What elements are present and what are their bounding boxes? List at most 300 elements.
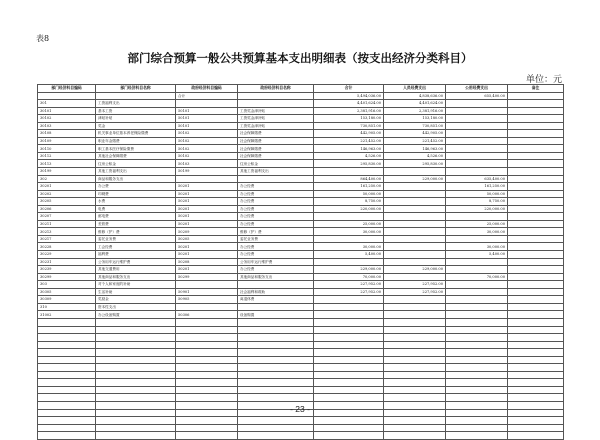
- cell-dept-name: 其他社会保障缴费: [96, 152, 176, 160]
- cell-dept-code: [38, 92, 96, 100]
- cell-dept-code: [38, 379, 96, 387]
- header-gov-code: 政府经济科目编码: [176, 85, 238, 93]
- cell-note: [508, 349, 564, 357]
- cell-gov-name: 办公经费: [238, 198, 314, 206]
- cell-dept-name: 基本工资: [96, 107, 176, 115]
- cell-dept-code: [38, 386, 96, 394]
- cell-public: [446, 311, 508, 319]
- cell-gov-code: 50209: [176, 228, 238, 236]
- cell-dept-name: 水费: [96, 198, 176, 206]
- table-row: [38, 152, 564, 160]
- cell-dept-code: 30199: [38, 168, 96, 176]
- cell-total: [314, 424, 384, 432]
- cell-dept-code: 30110: [38, 145, 96, 153]
- header-dept-name: 部门经济科目名称: [96, 85, 176, 93]
- cell-personnel: 2,381,916.00: [384, 107, 446, 115]
- cell-note: [508, 198, 564, 206]
- cell-note: [508, 190, 564, 198]
- cell-gov-code: 50201: [176, 243, 238, 251]
- cell-gov-name: 办公经费: [238, 213, 314, 221]
- header-gov-name: 政府经济科目名称: [238, 85, 314, 93]
- cell-public: 70,000.00: [446, 273, 508, 281]
- cell-public: 25,000.00: [446, 220, 508, 228]
- cell-note: [508, 168, 564, 176]
- cell-public: [446, 356, 508, 364]
- cell-gov-code: 50102: [176, 145, 238, 153]
- table-row: [38, 213, 564, 221]
- cell-note: [508, 130, 564, 138]
- cell-dept-code: 30309: [38, 296, 96, 304]
- cell-personnel: [384, 334, 446, 342]
- cell-gov-code: 50205: [176, 235, 238, 243]
- cell-dept-code: 30205: [38, 198, 96, 206]
- cell-public: 30,000.00: [446, 228, 508, 236]
- cell-note: [508, 326, 564, 334]
- cell-gov-name: [238, 341, 314, 349]
- cell-public: [446, 303, 508, 311]
- cell-dept-code: 30239: [38, 266, 96, 274]
- cell-note: [508, 417, 564, 425]
- cell-note: [508, 303, 564, 311]
- cell-dept-name: 其他工资福利支出: [96, 168, 176, 176]
- table-row: [38, 394, 564, 402]
- cell-public: [446, 326, 508, 334]
- cell-gov-name: 办公经费: [238, 183, 314, 191]
- cell-note: [508, 432, 564, 440]
- table-row: [38, 311, 564, 319]
- table-row: [38, 220, 564, 228]
- cell-total: [314, 356, 384, 364]
- cell-public: [446, 100, 508, 108]
- cell-dept-code: [38, 326, 96, 334]
- cell-public: [446, 334, 508, 342]
- cell-note: [508, 220, 564, 228]
- cell-note: [508, 379, 564, 387]
- cell-total: 70,000.00: [314, 273, 384, 281]
- cell-public: [446, 432, 508, 440]
- cell-personnel: [384, 258, 446, 266]
- cell-dept-name: [96, 432, 176, 440]
- cell-dept-name: [96, 318, 176, 326]
- cell-gov-code: 50101: [176, 122, 238, 130]
- cell-total: [314, 296, 384, 304]
- cell-dept-code: 310: [38, 303, 96, 311]
- cell-personnel: 229,000.00: [384, 266, 446, 274]
- cell-dept-code: 30305: [38, 288, 96, 296]
- cell-public: [446, 266, 508, 274]
- cell-gov-name: [238, 175, 314, 183]
- cell-note: [508, 205, 564, 213]
- unit-label: 单位：元: [525, 75, 562, 85]
- cell-gov-name: 其他商品和服务支出: [238, 273, 314, 281]
- cell-dept-name: [96, 424, 176, 432]
- cell-dept-name: [96, 386, 176, 394]
- cell-note: [508, 107, 564, 115]
- table-row: [38, 273, 564, 281]
- cell-gov-code: 合计: [176, 92, 238, 100]
- cell-gov-name: 工资奖金津补贴: [238, 107, 314, 115]
- table-row: [38, 160, 564, 168]
- cell-personnel: [384, 371, 446, 379]
- cell-gov-code: 50201: [176, 183, 238, 191]
- cell-personnel: 730,851.00: [384, 122, 446, 130]
- cell-personnel: [384, 273, 446, 281]
- cell-gov-code: 50201: [176, 266, 238, 274]
- cell-gov-name: [238, 394, 314, 402]
- cell-total: 25,000.00: [314, 220, 384, 228]
- budget-table: [37, 84, 564, 440]
- cell-personnel: 295,830.00: [384, 160, 446, 168]
- cell-gov-name: 工资奖金津补贴: [238, 115, 314, 123]
- cell-dept-code: 31002: [38, 311, 96, 319]
- cell-public: [446, 137, 508, 145]
- cell-dept-code: 30206: [38, 205, 96, 213]
- cell-public: [446, 213, 508, 221]
- cell-total: [314, 379, 384, 387]
- cell-gov-name: 工资奖金津补贴: [238, 122, 314, 130]
- cell-gov-code: 50201: [176, 251, 238, 259]
- cell-personnel: [384, 379, 446, 387]
- table-row: [38, 122, 564, 130]
- cell-personnel: [384, 243, 446, 251]
- table-row: [38, 341, 564, 349]
- cell-total: [314, 235, 384, 243]
- cell-personnel: [384, 318, 446, 326]
- cell-dept-name: [96, 326, 176, 334]
- cell-gov-code: 50201: [176, 198, 238, 206]
- cell-public: [446, 424, 508, 432]
- cell-dept-code: [38, 394, 96, 402]
- cell-total: 30,000.00: [314, 228, 384, 236]
- cell-public: [446, 417, 508, 425]
- cell-gov-code: 50201: [176, 190, 238, 198]
- table-row: [38, 100, 564, 108]
- cell-gov-name: [238, 334, 314, 342]
- cell-dept-name: 其他商品和服务支出: [96, 273, 176, 281]
- cell-public: 161,250.00: [446, 183, 508, 191]
- cell-gov-code: 50901: [176, 288, 238, 296]
- cell-dept-code: 30213: [38, 228, 96, 236]
- cell-public: [446, 235, 508, 243]
- table-row: [38, 296, 564, 304]
- table-row: [38, 371, 564, 379]
- cell-note: [508, 288, 564, 296]
- cell-personnel: [384, 198, 446, 206]
- cell-dept-name: 职工基本医疗保险缴费: [96, 145, 176, 153]
- cell-gov-name: 公务用车运行维护费: [238, 258, 314, 266]
- cell-gov-name: 其他工资福利支出: [238, 168, 314, 176]
- cell-note: [508, 251, 564, 259]
- table-row: [38, 364, 564, 372]
- cell-dept-code: 30201: [38, 183, 96, 191]
- cell-total: [314, 213, 384, 221]
- cell-personnel: 229,000.00: [384, 175, 446, 183]
- cell-gov-name: [238, 432, 314, 440]
- cell-total: 161,250.00: [314, 183, 384, 191]
- cell-dept-code: [38, 334, 96, 342]
- cell-personnel: [384, 213, 446, 221]
- cell-note: [508, 175, 564, 183]
- cell-public: [446, 364, 508, 372]
- cell-gov-name: [238, 379, 314, 387]
- cell-total: 442,905.00: [314, 130, 384, 138]
- cell-total: [314, 394, 384, 402]
- cell-dept-code: 303: [38, 281, 96, 289]
- cell-dept-code: 30229: [38, 251, 96, 259]
- cell-total: [314, 432, 384, 440]
- table-row: [38, 183, 564, 191]
- cell-total: 2,381,916.00: [314, 107, 384, 115]
- cell-gov-name: [238, 100, 314, 108]
- cell-total: [314, 364, 384, 372]
- cell-personnel: [384, 364, 446, 372]
- cell-gov-name: 社会保障缴费: [238, 145, 314, 153]
- cell-gov-name: [238, 303, 314, 311]
- cell-gov-code: [176, 371, 238, 379]
- table-row: [38, 432, 564, 440]
- cell-gov-name: 社会福利和救助: [238, 288, 314, 296]
- cell-dept-name: [96, 356, 176, 364]
- table-row: [38, 349, 564, 357]
- cell-public: 30,000.00: [446, 243, 508, 251]
- cell-total: 864,400.00: [314, 175, 384, 183]
- cell-personnel: [384, 168, 446, 176]
- cell-personnel: 227,952.00: [384, 288, 446, 296]
- cell-personnel: [384, 356, 446, 364]
- cell-total: [314, 311, 384, 319]
- table-row: [38, 175, 564, 183]
- cell-gov-name: 办公经费: [238, 205, 314, 213]
- cell-personnel: [384, 432, 446, 440]
- cell-total: 227,952.00: [314, 281, 384, 289]
- header-total: 合计: [314, 85, 384, 93]
- cell-note: [508, 273, 564, 281]
- cell-personnel: [384, 296, 446, 304]
- cell-gov-code: [176, 334, 238, 342]
- cell-public: [446, 258, 508, 266]
- cell-dept-code: 30231: [38, 258, 96, 266]
- cell-gov-code: [176, 394, 238, 402]
- cell-gov-name: 社会保障缴费: [238, 137, 314, 145]
- cell-dept-name: [96, 379, 176, 387]
- cell-note: [508, 296, 564, 304]
- cell-public: [446, 296, 508, 304]
- cell-dept-name: 奖金: [96, 122, 176, 130]
- cell-gov-name: 办公经费: [238, 266, 314, 274]
- table-row: [38, 334, 564, 342]
- cell-public: [446, 160, 508, 168]
- cell-personnel: [384, 341, 446, 349]
- table-number-label: 表8: [36, 34, 50, 43]
- cell-personnel: 442,905.00: [384, 130, 446, 138]
- cell-gov-code: [176, 432, 238, 440]
- cell-gov-code: [176, 326, 238, 334]
- cell-gov-code: 50306: [176, 311, 238, 319]
- cell-gov-name: 办公经费: [238, 220, 314, 228]
- cell-public: 50,000.00: [446, 190, 508, 198]
- cell-gov-code: 50208: [176, 258, 238, 266]
- cell-dept-name: [96, 92, 176, 100]
- cell-dept-name: 奖励金: [96, 296, 176, 304]
- cell-gov-code: [176, 100, 238, 108]
- cell-public: [446, 394, 508, 402]
- cell-gov-name: 住房公积金: [238, 160, 314, 168]
- table-row: [38, 318, 564, 326]
- cell-public: [446, 341, 508, 349]
- cell-gov-code: 50299: [176, 273, 238, 281]
- cell-gov-code: [176, 379, 238, 387]
- cell-gov-name: [238, 356, 314, 364]
- cell-total: [314, 386, 384, 394]
- cell-gov-code: 50102: [176, 130, 238, 138]
- cell-gov-name: 维修（护）费: [238, 228, 314, 236]
- table-row: [38, 130, 564, 138]
- cell-dept-code: 30101: [38, 107, 96, 115]
- cell-personnel: 4,526.00: [384, 152, 446, 160]
- cell-note: [508, 235, 564, 243]
- cell-public: [446, 130, 508, 138]
- cell-dept-name: [96, 349, 176, 357]
- cell-total: 5,400.00: [314, 251, 384, 259]
- cell-gov-name: 离退休费: [238, 296, 314, 304]
- cell-personnel: [384, 424, 446, 432]
- cell-gov-name: [238, 326, 314, 334]
- cell-personnel: [384, 394, 446, 402]
- cell-gov-code: 50905: [176, 296, 238, 304]
- cell-dept-code: [38, 349, 96, 357]
- cell-gov-code: [176, 341, 238, 349]
- cell-gov-name: [238, 364, 314, 372]
- cell-dept-code: 302: [38, 175, 96, 183]
- cell-gov-name: [238, 371, 314, 379]
- cell-personnel: [384, 311, 446, 319]
- cell-total: 730,851.00: [314, 122, 384, 130]
- cell-note: [508, 371, 564, 379]
- cell-dept-code: 30108: [38, 130, 96, 138]
- cell-public: [446, 386, 508, 394]
- cell-dept-name: 印刷费: [96, 190, 176, 198]
- cell-dept-code: 30113: [38, 160, 96, 168]
- cell-note: [508, 228, 564, 236]
- cell-total: 30,000.00: [314, 243, 384, 251]
- cell-personnel: 4,838,636.00: [384, 92, 446, 100]
- header-dept-code: 部门经济科目编码: [38, 85, 96, 93]
- cell-total: 153,180.00: [314, 115, 384, 123]
- cell-dept-code: [38, 432, 96, 440]
- cell-total: 4,401,624.00: [314, 100, 384, 108]
- cell-total: 227,952.00: [314, 288, 384, 296]
- cell-public: 220,000.00: [446, 205, 508, 213]
- cell-gov-code: 50201: [176, 213, 238, 221]
- cell-note: [508, 122, 564, 130]
- cell-note: [508, 334, 564, 342]
- cell-gov-code: [176, 386, 238, 394]
- cell-total: 50,000.00: [314, 190, 384, 198]
- cell-dept-code: 30103: [38, 122, 96, 130]
- cell-dept-name: 维修（护）费: [96, 228, 176, 236]
- cell-note: [508, 213, 564, 221]
- cell-personnel: [384, 303, 446, 311]
- cell-dept-code: [38, 341, 96, 349]
- cell-gov-code: [176, 417, 238, 425]
- cell-dept-name: 办公费: [96, 183, 176, 191]
- cell-total: [314, 303, 384, 311]
- cell-public: [446, 379, 508, 387]
- cell-public: [446, 281, 508, 289]
- cell-public: 5,400.00: [446, 251, 508, 259]
- cell-dept-code: 301: [38, 100, 96, 108]
- table-row: [38, 424, 564, 432]
- cell-gov-code: 50102: [176, 152, 238, 160]
- cell-note: [508, 160, 564, 168]
- table-row: [38, 386, 564, 394]
- cell-gov-name: 办公经费: [238, 190, 314, 198]
- cell-public: [446, 349, 508, 357]
- cell-note: [508, 243, 564, 251]
- cell-total: [314, 349, 384, 357]
- cell-note: [508, 394, 564, 402]
- cell-gov-code: [176, 281, 238, 289]
- cell-dept-name: [96, 334, 176, 342]
- cell-public: [446, 288, 508, 296]
- table-row: [38, 115, 564, 123]
- table-row: [38, 281, 564, 289]
- table-row: [38, 228, 564, 236]
- cell-dept-name: 资本性支出: [96, 303, 176, 311]
- cell-dept-name: [96, 417, 176, 425]
- cell-dept-name: 邮电费: [96, 213, 176, 221]
- cell-dept-name: 电费: [96, 205, 176, 213]
- cell-personnel: [384, 349, 446, 357]
- cell-note: [508, 386, 564, 394]
- cell-public: [446, 145, 508, 153]
- cell-dept-code: [38, 371, 96, 379]
- cell-public: [446, 122, 508, 130]
- table-row: [38, 266, 564, 274]
- cell-public: 8,750.00: [446, 198, 508, 206]
- table-row: [38, 198, 564, 206]
- cell-total: [314, 318, 384, 326]
- cell-personnel: [384, 205, 446, 213]
- cell-note: [508, 152, 564, 160]
- cell-personnel: [384, 235, 446, 243]
- cell-personnel: 146,963.00: [384, 145, 446, 153]
- cell-personnel: [384, 326, 446, 334]
- cell-personnel: [384, 228, 446, 236]
- cell-gov-code: 50102: [176, 137, 238, 145]
- table-row: [38, 145, 564, 153]
- cell-dept-code: 30228: [38, 243, 96, 251]
- cell-gov-code: 50201: [176, 220, 238, 228]
- cell-total: 229,000.00: [314, 266, 384, 274]
- cell-note: [508, 424, 564, 432]
- cell-note: [508, 258, 564, 266]
- cell-dept-code: 30112: [38, 152, 96, 160]
- cell-dept-name: 住房公积金: [96, 160, 176, 168]
- table-row: [38, 92, 564, 100]
- cell-dept-name: 对个人和家庭的补助: [96, 281, 176, 289]
- cell-gov-name: [238, 281, 314, 289]
- cell-gov-name: 委托业务费: [238, 235, 314, 243]
- cell-dept-name: 办公设备购置: [96, 311, 176, 319]
- cell-total: [314, 341, 384, 349]
- cell-dept-name: [96, 394, 176, 402]
- cell-dept-code: [38, 424, 96, 432]
- document-title: 部门综合预算一般公共预算基本支出明细表（按支出经济分类科目）: [127, 51, 473, 65]
- cell-dept-code: [38, 364, 96, 372]
- cell-gov-code: 50101: [176, 115, 238, 123]
- cell-gov-name: [238, 424, 314, 432]
